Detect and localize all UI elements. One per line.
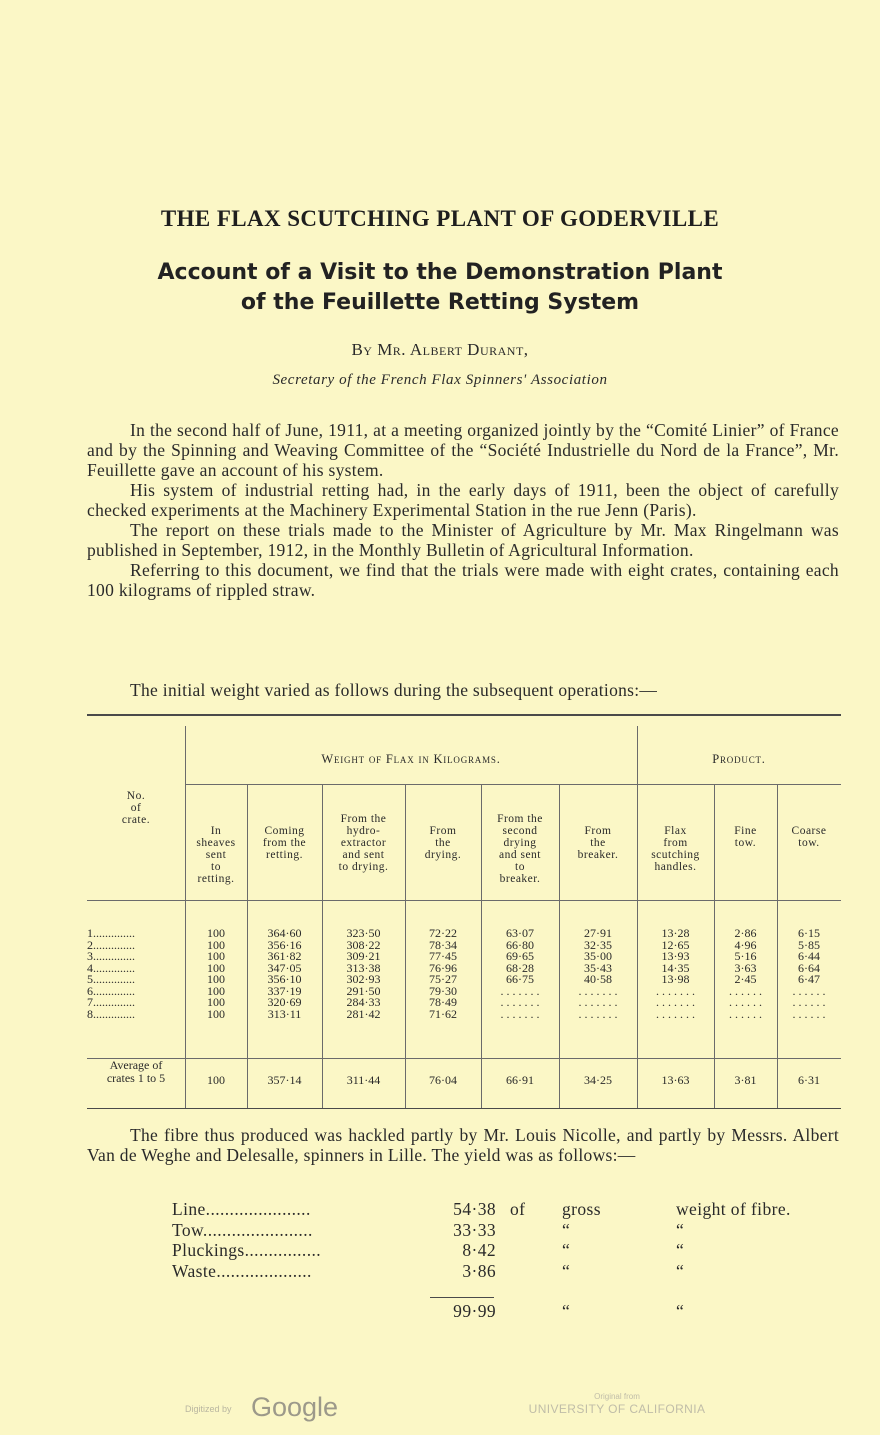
yield-unit: of [510,1199,526,1219]
cell: 14·35 [661,960,690,975]
cell: 3·63 [734,960,757,975]
cell: . . . . . . [729,983,762,998]
cell: 302·93 [346,972,381,986]
author-byline: By Mr. Albert Durant, [351,340,529,359]
table-row-label: 7.............. [87,995,135,1009]
col-header-flax: Flax from scutching handles. [651,825,700,873]
cell: 337·19 [267,983,302,998]
cell: . . . . . . [792,1006,826,1021]
source-watermark [512,1392,722,1416]
cell: 35·43 [584,960,612,975]
table-row-label: 1.............. [87,926,135,940]
yield-ditto: “ [676,1219,685,1240]
yield-unit: gross [562,1199,601,1219]
cell: 347·05 [267,960,302,975]
yield-ditto: “ [562,1260,571,1281]
yield-total [172,1301,792,1322]
yield-value: 54·38 [453,1199,496,1219]
header-rule [87,900,841,901]
yield-label: Waste.................... [172,1260,312,1281]
yield-ditto: “ [676,1240,685,1260]
cell: 100 [207,995,225,1009]
cell: 100 [207,926,225,940]
cell: 13·98 [661,972,690,986]
col-header-breaker: From the breaker. [577,825,619,861]
institution-name: UNIVERSITY OF CALIFORNIA [528,1402,706,1416]
col-header-retting: Coming from the retting. [262,825,307,861]
cell: 291·50 [346,983,381,998]
average-cell: 76·04 [429,1073,457,1087]
column-values-second-drying [481,928,559,1020]
yield-ditto: “ [562,1240,571,1260]
average-cell: 311·44 [346,1073,381,1087]
digitized-by-text: Digitized by [185,1404,232,1414]
cell: 100 [207,972,225,986]
average-cell: 100 [207,1073,225,1087]
cell: 2·45 [734,972,757,986]
cell: 100 [207,983,225,998]
yield-label: Line...................... [172,1199,311,1219]
cell: . . . . . . [729,995,762,1009]
average-cell: 3·81 [734,1073,757,1087]
col-header-drying: From the drying. [424,825,462,861]
intro-paragraphs [87,420,839,600]
cell: 281·42 [346,1006,381,1021]
yield-unit: weight of fibre. [676,1199,791,1219]
yield-ditto: “ [676,1260,685,1281]
yield-value: 3·86 [462,1260,496,1281]
cell: 323·50 [346,926,381,940]
cell: 13·93 [661,949,690,963]
cell: 100 [207,949,225,963]
average-cell: 357·14 [267,1073,302,1087]
table-row-label: 8.............. [87,1006,135,1021]
google-logo: Google [251,1392,339,1422]
cell: 71·62 [429,1006,457,1021]
article-subtitle [0,258,880,318]
average-row-label: Average of crates 1 to 5 [106,1058,166,1085]
cell: 356·16 [267,937,302,952]
cell: 12·65 [661,937,690,952]
column-values-sheaves [185,928,247,1020]
table-row-label: 2.............. [87,937,135,952]
cell: 308·22 [346,937,381,952]
cell: 356·10 [267,972,302,986]
cell: 77·45 [429,949,457,963]
cell: . . . . . . . [578,995,618,1009]
cell: 78·49 [429,995,457,1009]
crate-labels [87,928,185,1020]
yield-label: Tow....................... [172,1219,313,1240]
col-header-fine-tow: Fine tow. [734,825,757,849]
average-cell: 34·25 [584,1073,612,1087]
cell: 313·38 [346,960,381,975]
cell: 313·11 [267,1006,302,1021]
table-row-label: 6.............. [87,983,135,998]
yield-ditto: “ [562,1219,571,1240]
column-values-drying [405,928,481,1020]
group-header-product: Product. [712,752,766,766]
column-values-coarse-tow [777,928,841,1020]
average-cell: 13·63 [661,1073,690,1087]
cell: 75·27 [429,972,457,986]
column-values-hydro [322,928,405,1020]
cell: 100 [207,1006,225,1021]
cell: 69·65 [506,949,534,963]
col-header-second-drying: From the second drying and sent to breaker. [497,813,543,885]
group-rule [185,784,841,785]
average-cell: 66·91 [506,1073,534,1087]
weight-table [87,714,841,1109]
cell: 76·96 [429,960,457,975]
average-rule [87,1058,841,1059]
cell: 63·07 [506,926,534,940]
cell: 100 [207,960,225,975]
cell: 364·60 [267,926,302,940]
cell: 13·28 [661,926,690,940]
cell: . . . . . . . [578,983,618,998]
table-row-label: 3.............. [87,949,135,963]
article-title: THE FLAX SCUTCHING PLANT OF GODERVILLE [160,206,720,231]
col-header-hydro: From the hydro- extractor and sent to drying. [338,813,389,873]
cell: 66·75 [506,972,534,986]
list-item [172,1199,792,1220]
list-item [172,1261,792,1282]
cell: 27·91 [584,926,612,940]
subtitle-line-1: Account of a Visit to the Demonstration Plant [157,260,723,285]
paragraph: Referring to this document, we find that the trials were made with eight crates, containing each 100 kilograms of rippled straw. [87,560,839,600]
yield-label: Pluckings................ [172,1240,322,1260]
cell: 68·28 [506,960,534,975]
cell: 35·00 [584,949,612,963]
col-header-sheaves: In sheaves sent to retting. [196,825,236,885]
cell: . . . . . . . [656,983,695,998]
yield-ditto: “ [562,1301,571,1321]
cell: . . . . . . . [500,995,540,1009]
table-row-label: 5.............. [87,972,135,986]
cell: . . . . . . . [656,1006,695,1021]
cell: 32·35 [584,937,612,952]
cell: 72·22 [429,926,457,940]
column-values-retting [247,928,322,1020]
cell: 361·82 [267,949,302,963]
cell: 309·21 [346,949,381,963]
cell: 284·33 [346,995,381,1009]
column-values-flax [637,928,714,1020]
average-cell: 6·31 [798,1073,820,1087]
paragraph: In the second half of June, 1911, at a meeting organized jointly by the “Comité Linier” of France and by the Spinning and Weaving Committee of the “Société Industrielle du Nord de la France”, Mr. Feuillette gave an account of his system. [87,420,839,480]
cell: 4·96 [734,937,757,952]
yield-ditto: “ [676,1301,685,1321]
paragraph: The report on these trials made to the Minister of Agriculture by Mr. Max Ringelmann was published in September, 1912, in the Monthly Bulletin of Agricultural Information. [87,520,839,560]
cell: 6·15 [798,926,820,940]
cell: 6·64 [798,960,820,975]
cell: 320·69 [267,995,302,1009]
cell: 6·44 [798,949,820,963]
cell: 40·58 [584,972,612,986]
paragraph: The fibre thus produced was hackled partly by Mr. Louis Nicolle, and partly by Messrs. Albert Van de Weghe and Delesalle, spinners in Lille. The yield was as follows:— [87,1125,839,1165]
cell: 66·80 [506,937,534,952]
cell: 5·85 [798,937,820,952]
total-rule [430,1297,494,1298]
cell: 2·86 [734,926,757,940]
cell: . . . . . . . [578,1006,618,1021]
cell: 79·30 [429,983,457,998]
list-item [172,1240,792,1261]
yield-list [172,1199,792,1281]
cell: . . . . . . [792,983,826,998]
col-header-crate: No. of crate. [121,790,151,826]
cell: . . . . . . . [500,1006,540,1021]
table-row-label: 4.............. [87,960,135,975]
column-values-fine-tow [714,928,777,1020]
table-intro [87,680,839,700]
cell: 5·16 [734,949,757,963]
original-from-text: Original from [594,1392,640,1401]
cell: . . . . . . [729,1006,762,1021]
cell: 100 [207,937,225,952]
total-value: 99·99 [453,1301,496,1321]
column-values-breaker [559,928,637,1020]
paragraph: His system of industrial retting had, in the early days of 1911, been the object of carefully checked experiments at the Machinery Experimental Station in the rue Jenn (Paris). [87,480,839,520]
yield-value: 8·42 [462,1240,496,1260]
cell: 6·47 [798,972,820,986]
cell: . . . . . . . [656,995,695,1009]
list-item [172,1220,792,1241]
subtitle-line-2: of the Feuillette Retting System [240,290,640,315]
table-intro-text: The initial weight varied as follows during the subsequent operations:— [130,680,658,700]
cell: 78·34 [429,937,457,952]
group-header-weight: Weight of Flax in Kilograms. [321,752,501,766]
col-header-coarse-tow: Coarse tow. [791,825,827,849]
cell: . . . . . . [792,995,826,1009]
cell: . . . . . . . [500,983,540,998]
post-table-paragraph [87,1125,839,1165]
yield-value: 33·33 [453,1219,496,1240]
author-affiliation: Secretary of the French Flax Spinners' Association [272,372,608,388]
